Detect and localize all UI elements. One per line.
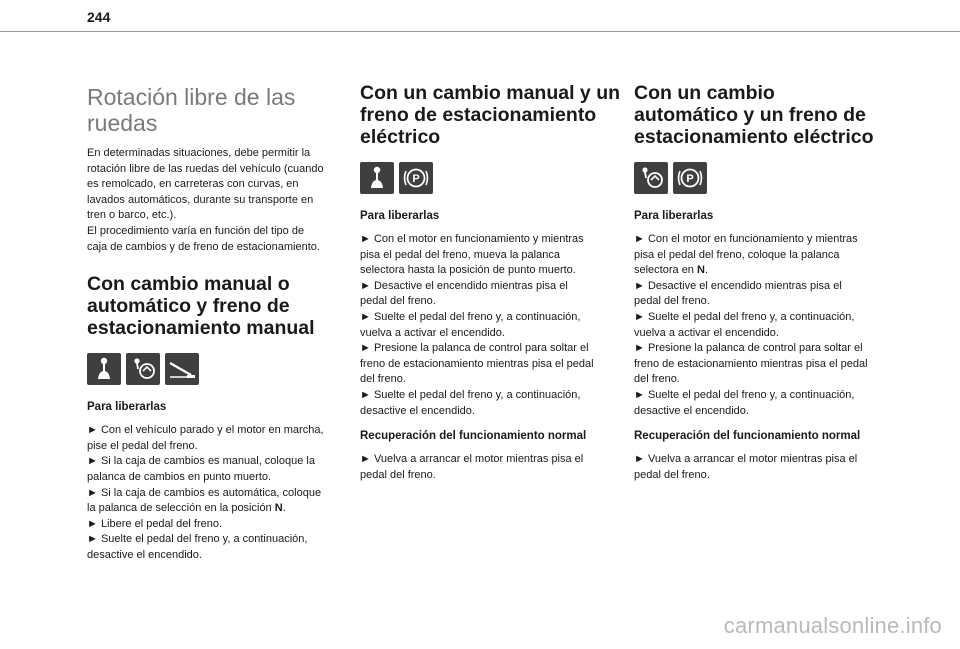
step-line: ► Desactive el encendido mientras pisa el <box>634 279 842 292</box>
gear-lever-icon <box>360 162 394 194</box>
subheading-recovery: Recuperación del funcionamiento normal <box>360 430 587 443</box>
step-line: vuelva a activar el encendido. <box>634 326 779 339</box>
heading-line: eléctrico <box>360 126 441 148</box>
step-line: ► Vuelva a arrancar el motor mientras pisa el <box>634 453 858 466</box>
step-line: palanca de cambios en punto muerto. <box>87 470 272 483</box>
column-manual-electric <box>360 82 621 483</box>
manual-handbrake-icon <box>165 353 199 385</box>
electric-parking-brake-icon <box>673 162 707 194</box>
heading-manual-brake <box>87 273 345 339</box>
step-line: ► Suelte el pedal del freno y, a continuación, <box>634 310 855 323</box>
recovery-list <box>634 452 892 483</box>
text-line: rotación libre de las ruedas del vehículo (cuando <box>87 162 324 175</box>
step-line: ► Vuelva a arrancar el motor mientras pisa el <box>360 453 584 466</box>
steps-list <box>360 232 618 419</box>
recovery-list <box>360 452 618 483</box>
heading-line: automático y un freno de <box>634 104 866 126</box>
heading-line: Con un cambio <box>634 82 775 104</box>
column-automatic-electric <box>634 82 892 483</box>
step-line: ► Si la caja de cambios es manual, coloque la <box>87 455 315 468</box>
step-line: pedal del freno. <box>360 295 436 308</box>
icon-row <box>634 162 892 194</box>
step-line: desactive el encendido. <box>360 404 475 417</box>
step-line: freno de estacionamiento mientras pisa el pedal <box>360 357 594 370</box>
title-line: Rotación libre de las <box>87 84 296 110</box>
steps-list <box>87 423 345 563</box>
step-line: ► Si la caja de cambios es automática, coloque <box>87 486 322 499</box>
subheading-release: Para liberarlas <box>87 401 167 414</box>
text-line: es remolcado, en carreteras con curvas, en <box>87 178 299 191</box>
watermark: carmanualsonline.info <box>723 613 942 638</box>
period: . <box>282 502 286 515</box>
svg-text:P: P <box>686 173 694 185</box>
step-line: desactive el encendido. <box>634 404 749 417</box>
subheading-recovery: Recuperación del funcionamiento normal <box>634 430 861 443</box>
heading-line: estacionamiento eléctrico <box>634 126 874 148</box>
heading-line: Con cambio manual o <box>87 273 290 296</box>
heading-line: estacionamiento manual <box>87 317 315 340</box>
header-rule <box>0 31 960 32</box>
step-line: del freno. <box>360 373 406 386</box>
heading-line: automático y freno de <box>87 295 290 318</box>
intro-paragraph <box>87 146 345 255</box>
page-number: 244 <box>87 9 111 25</box>
gear-lever-icon <box>87 353 121 385</box>
step-line: ► Suelte el pedal del freno y, a continuación, <box>360 388 581 401</box>
step-line <box>634 263 892 279</box>
step-line: freno de estacionamiento mientras pisa el pedal <box>634 357 868 370</box>
svg-text:P: P <box>412 173 420 185</box>
step-line <box>87 501 345 517</box>
text-line: El procedimiento varía en función del tipo de <box>87 224 305 237</box>
step-line: pisa el pedal del freno, mueva la palanca <box>360 248 560 261</box>
step-line: pisa el pedal del freno, coloque la palanca <box>634 248 840 261</box>
heading-automatic-electric <box>634 82 892 148</box>
step-line: ► Con el vehículo parado y el motor en marcha, <box>87 424 324 437</box>
step-line: desactive el encendido. <box>87 548 202 561</box>
step-line: ► Presione la palanca de control para soltar el <box>634 342 863 355</box>
subheading-release: Para liberarlas <box>634 210 714 222</box>
text-line: En determinadas situaciones, debe permitir la <box>87 147 311 159</box>
text-line: caja de cambios y de freno de estacionamiento. <box>87 240 320 253</box>
step-line: vuelva a activar el encendido. <box>360 326 505 339</box>
step-line: ► Suelte el pedal del freno y, a continuación, <box>360 310 581 323</box>
period: . <box>704 264 708 277</box>
step-line: del freno. <box>634 373 680 386</box>
position-n: N <box>274 502 283 515</box>
heading-manual-electric <box>360 82 621 148</box>
step-line: ► Suelte el pedal del freno y, a continuación, <box>87 533 308 546</box>
text-line: tren o barco, etc.). <box>87 209 177 222</box>
step-line: ► Desactive el encendido mientras pisa el <box>360 279 568 292</box>
heading-line: freno de estacionamiento <box>360 104 597 126</box>
step-text: la palanca de selección en la posición <box>87 502 275 515</box>
icon-row <box>360 162 618 194</box>
step-line: ► Con el motor en funcionamiento y mientras <box>634 233 858 245</box>
electric-parking-brake-icon <box>399 162 433 194</box>
automatic-gear-icon <box>126 353 160 385</box>
icon-row <box>87 353 345 385</box>
step-line: pedal del freno. <box>360 468 436 481</box>
step-line: ► Con el motor en funcionamiento y mientras <box>360 233 584 245</box>
automatic-gear-icon <box>634 162 668 194</box>
heading-line: Con un cambio manual y un <box>360 82 621 104</box>
step-line: ► Libere el pedal del freno. <box>87 517 223 530</box>
step-line: pedal del freno. <box>634 468 710 481</box>
column-free-wheel-intro <box>87 82 345 564</box>
step-line: pise el pedal del freno. <box>87 439 198 452</box>
title-line: ruedas <box>87 110 158 136</box>
position-n: N <box>696 264 705 277</box>
step-line: ► Presione la palanca de control para soltar el <box>360 342 589 355</box>
step-line: ► Suelte el pedal del freno y, a continuación, <box>634 388 855 401</box>
step-line: selectora hasta la posición de punto muerto. <box>360 264 576 277</box>
text-line: lavados automáticos, durante su transporte en <box>87 193 314 206</box>
step-line: pedal del freno. <box>634 295 710 308</box>
subheading-release: Para liberarlas <box>360 210 440 222</box>
section-title <box>87 84 345 136</box>
step-text: selectora en <box>634 264 697 277</box>
steps-list <box>634 232 892 419</box>
